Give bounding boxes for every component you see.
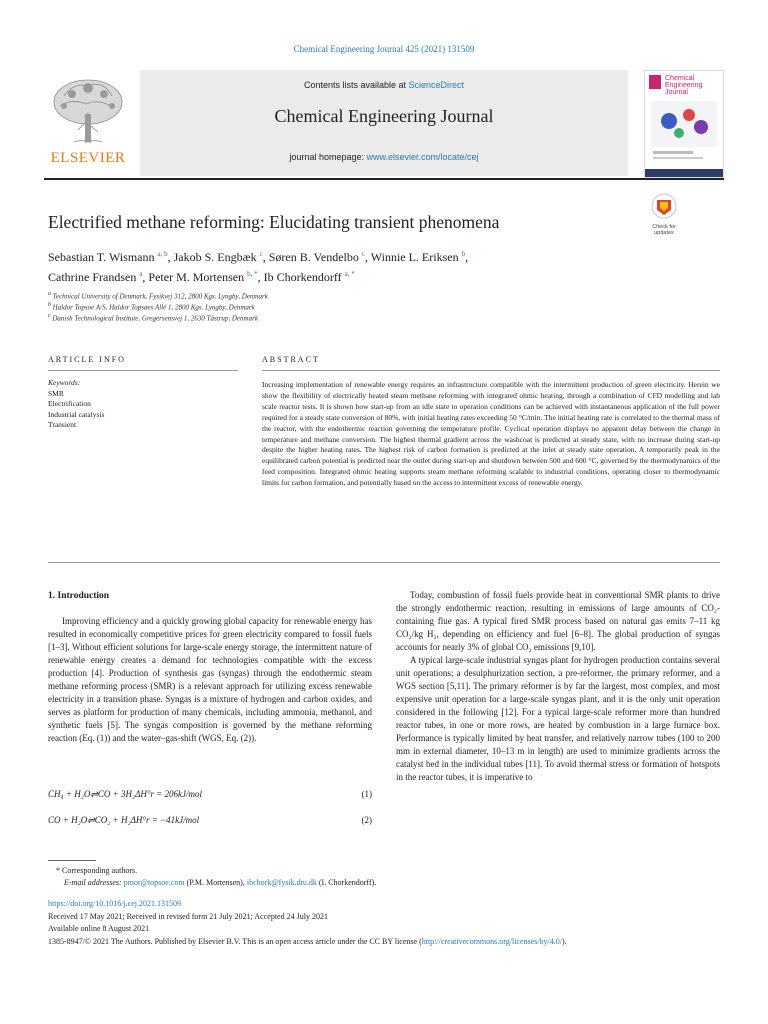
- check-updates-line2: updates: [654, 230, 674, 236]
- equation-1: [48, 789, 372, 800]
- authors-line-2: Cathrine Frandsen $^a$, Peter M. Mortensen $^{b, *}$, Ib Chorkendorff $^{a, *}$: [48, 270, 355, 284]
- homepage-prefix: journal homepage:: [289, 152, 367, 162]
- equation-number[interactable]: (2): [361, 815, 372, 825]
- cover-title: Chemical Engineering Journal: [665, 75, 703, 96]
- license-link[interactable]: http://creativecommons.org/licenses/by/4.0/: [421, 937, 563, 946]
- author-name[interactable]: Winnie L. Eriksen: [370, 250, 459, 264]
- sciencedirect-link[interactable]: ScienceDirect: [408, 80, 465, 90]
- article-info-heading: ARTICLE INFO: [48, 355, 126, 364]
- author-list: [48, 246, 648, 286]
- affiliation-text: Haldor Topsoe A/S, Haldor Topsøes Allé 1, 2800 Kgs. Lyngby, Denmark: [52, 303, 255, 312]
- keyword-item: Electrification: [48, 399, 91, 409]
- affiliation-c: [48, 313, 258, 322]
- intro-paragraph-1: Improving efficiency and a quickly growing global capacity for renewable energy has resulted in economically competitive prices for green electricity compared to fossil fuels [1–3]. Without efficient solutions for large-scale energy storage, the intermittent nature of renewable energy creates a demand for technologies compatible with the excess production [4]. Production of synthesis gas (syngas) through the endothermic steam methane reforming process (SMR) is a relevant approach for utilizing excess renewable electricity in a transition phase. Syngas is a mixture of hydrogen and carbon oxides, and serves as platform for production of many chemicals, including ammonia, methanol, and synthetic fuels [5]. The syngas composition is governed by the methane reforming reaction (Eq. (1)) and the water–gas-shift (WGS, Eq. (2)).: [48, 616, 372, 743]
- affiliation-b: [48, 302, 255, 311]
- section-heading-introduction: 1. Introduction: [48, 591, 110, 601]
- email-owner: (I. Chorkendorff).: [316, 878, 377, 887]
- contents-prefix: Contents lists available at: [303, 80, 409, 90]
- footnote-rule: [48, 860, 96, 861]
- article-info-rule: [48, 370, 238, 371]
- keyword-item: Industrial catalysis: [48, 409, 105, 419]
- check-updates-line1: Check for: [652, 224, 676, 230]
- intro-paragraph-3: A typical large-scale industrial syngas plant for hydrogen production contains several unit operations; a desulphurization section, a pre-reformer, the primary reformer, and a WGS section [5,11]. The primary reformer is by far the largest, most complex, and most expensive unit operation for a large-scale syngas plant, and it is the only unit operation considered in the following [12]. For a typical large-scale reformer more than hundred reactor tubes, in one or more rows, are heated by combustion in a large furnace box. Performance is typically limited by heat transfer, and relatively narrow tubes (100 to 200 mm in external diameter, 10–13 m in length) are used to minimize gradients across the catalyst bed in the individual tubes [11]. To avoid thermal stress or formation of hotspots in the reactor tubes, it is imperative to: [396, 655, 720, 782]
- affiliation-text: Technical University of Denmark, Fysikvej 312, 2800 Kgs. Lyngby, Denmark: [52, 292, 268, 301]
- check-for-updates-badge[interactable]: [648, 193, 680, 236]
- author-name[interactable]: Jakob S. Engbæk: [173, 250, 257, 264]
- equation-number[interactable]: (1): [361, 789, 372, 799]
- header-divider: [44, 178, 724, 180]
- author-affiliation-mark[interactable]: c: [361, 250, 365, 258]
- author-name[interactable]: Søren B. Vendelbo: [268, 250, 359, 264]
- author-name[interactable]: Ib Chorkendorff: [263, 270, 342, 284]
- author-name[interactable]: Peter M. Mortensen: [148, 270, 245, 284]
- email-link-mortensen[interactable]: pmor@topsoe.com: [123, 878, 185, 887]
- author-affiliation-mark[interactable]: a: [139, 270, 143, 278]
- license-line: [48, 937, 728, 948]
- contents-line: [140, 80, 628, 90]
- email-link-chorkendorff[interactable]: ibchork@fysik.dtu.dk: [246, 878, 317, 887]
- online-date: Available online 8 August 2021: [48, 924, 150, 933]
- intro-column-2: [396, 589, 720, 784]
- equation-2: [48, 815, 372, 826]
- email-label: E-mail addresses:: [64, 878, 124, 887]
- keywords-block: [48, 378, 238, 431]
- article-title: Electrified methane reforming: Elucidating transient phenomena: [48, 212, 500, 232]
- author-affiliation-mark[interactable]: a, *: [344, 270, 355, 278]
- homepage-link[interactable]: www.elsevier.com/locate/cej: [366, 152, 479, 162]
- intro-paragraph-2: Today, combustion of fossil fuels provide heat in conventional SMR plants to drive the strongly endothermic reaction, resulting in emissions of large amounts of CO₂-containing flue gas. A typical fired SMR process based on natural gas emits 7–11 kg CO₂/kg H₂, depending on efficiency and fuel [6–8]. The global production of syngas accounts for nearly 3% of global CO₂ emissions [9,10].: [396, 590, 720, 652]
- affiliation-text: Danish Technological Institute, Gregersensvej 1, 2630 Tåstrup, Denmark: [52, 314, 258, 323]
- received-dates: Received 17 May 2021; Received in revised form 21 July 2021; Accepted 24 July 2021: [48, 912, 328, 921]
- email-owner: (P.M. Mortensen),: [184, 878, 247, 887]
- keywords-label: Keywords:: [48, 378, 81, 387]
- equation-text: CH₄ + H₂O⇌CO + 3H₂ΔH°r = 206kJ/mol: [48, 789, 203, 799]
- abstract-rule-bottom: [48, 562, 720, 563]
- author-affiliation-mark[interactable]: c: [259, 250, 263, 258]
- license-suffix: ).: [562, 937, 567, 946]
- abstract-rule-top: [262, 370, 720, 371]
- check-updates-icon: [648, 193, 680, 219]
- keyword-item: SMR: [48, 388, 64, 398]
- abstract-heading: ABSTRACT: [262, 355, 320, 364]
- author-affiliation-mark[interactable]: b: [461, 250, 466, 258]
- author-affiliation-mark[interactable]: b, *: [247, 270, 258, 278]
- journal-reference[interactable]: Chemical Engineering Journal 425 (2021) 131509: [293, 44, 475, 54]
- journal-name: Chemical Engineering Journal: [274, 106, 494, 126]
- corresponding-note: * Corresponding authors.: [56, 866, 138, 875]
- homepage-line: [140, 152, 628, 162]
- affiliation-mark: b: [48, 302, 51, 308]
- affiliation-mark: c: [48, 313, 51, 319]
- authors-line-1: Sebastian T. Wismann $^{a, b}$, Jakob S. Engbæk $^c$, Søren B. Vendelbo $^c$, Winnie L. Eriksen $^b$,: [48, 250, 469, 264]
- doi-link[interactable]: https://doi.org/10.1016/j.cej.2021.131509: [48, 899, 181, 908]
- equation-text: CO + H₂O⇌CO₂ + H₂ΔH°r = −41kJ/mol: [48, 815, 200, 825]
- abstract-text: Increasing implementation of renewable energy requires an infrastructure compatible with the intermittent production of green electricity. Herein we show the flexibility of electrically heated steam methane reforming with integrated ohmic heating, through a combination of CFD modelling and lab scale reactor tests. It is shown how start-up from an idle state to operation conditions can be achieved with instantaneous application of the full power required for a steady state conversion of 80%, with initial heating rates exceeding 50 °C/min. The initial heating rate is correlated to the thermal mass of the reactor, with the endothermic reaction governing the temperature profile. Cyclical operation displays no apparent delay between the change in temperature and methane conversion. The highest thermal gradient across the washcoat is predicted at steady state, with no increase during start-up despite the higher heating rates. The highest risk of carbon formation is predicted at the inlet at steady state operation. A temporarily peak in the equilibrated carbon potential is predicted near the outlet during start-up and shutdown between 500 and 600 °C, governed by the thermodynamics of the feed composition. Integrated ohmic heating supports steam methane reforming scalable to industrial conditions, operating closer to thermodynamic limits for carbon formation, and potentially based on the access to intermittent excess of renewable energy.: [262, 380, 720, 488]
- license-text: 1385-8947/© 2021 The Authors. Published by Elsevier B.V. This is an open access article under the CC BY license (: [48, 937, 422, 946]
- author-name[interactable]: Sebastian T. Wismann: [48, 250, 155, 264]
- journal-cover-thumbnail[interactable]: [644, 70, 724, 178]
- email-line: [64, 878, 376, 889]
- author-affiliation-mark[interactable]: a, b: [157, 250, 168, 258]
- author-name[interactable]: Cathrine Frandsen: [48, 270, 137, 284]
- elsevier-wordmark: ELSEVIER: [50, 150, 126, 166]
- keyword-item: Transient: [48, 420, 77, 430]
- affiliation-a: [48, 291, 268, 300]
- affiliation-mark: a: [48, 291, 51, 297]
- cover-artwork: [645, 71, 723, 177]
